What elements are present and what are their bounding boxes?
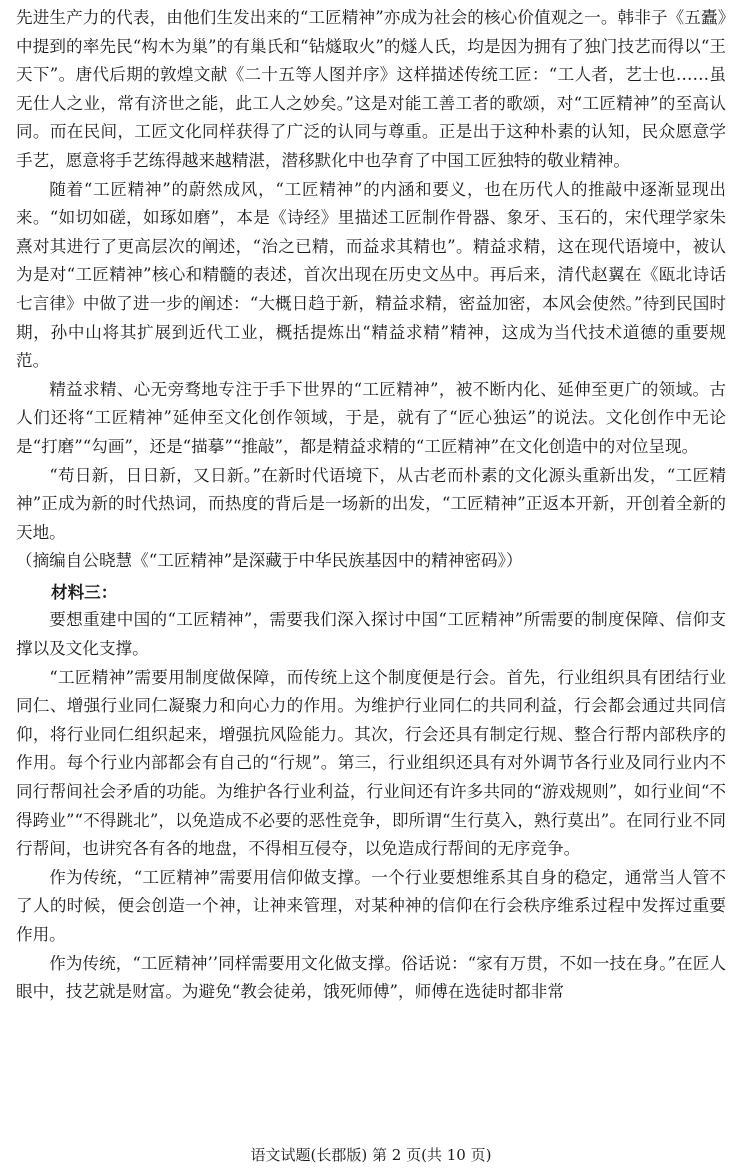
document-page bbox=[0, 4, 742, 1007]
paragraph-6: “工匠精神”需要用制度做保障，而传统上这个制度便是行会。首先，行业组织具有团结行业同仁、增强行业同仁凝聚力和向心力的作用。为维护行业同仁的共同利益，行会都会通过共同信仰，将行业同仁组织起来，增强抗风险能力。其次，行会还具有制定行规、整合行帮内部秩序的作用。每个行业内部都会有自己的“行规”。第三，行业组织还具有对外调节各行业及同行业内不同行帮间社会矛盾的功能。为维护各行业利益，行业间还有许多共同的“游戏规则”，如行业间“不得跨业”“不得跳北”，以免造成不必要的恶性竞争，即所谓“生行莫入，熟行莫出”。在同行业不同行帮间，也讲究各有各的地盘，不得相互侵夺，以免造成行帮间的无序竞争。 bbox=[16, 667, 726, 859]
paragraph-1: 先进生产力的代表，由他们生发出来的“工匠精神”亦成为社会的核心价值观之一。韩非子《五蠹》中提到的率先民“构木为巢”的有巢氏和“钻燧取火”的燧人氏，均是因为拥有了独门技艺而得以“王天下”。唐代后期的敦煌文献《二十五等人图并序》这样描述传统工匠：“工人者，艺士也……虽无仕人之业，常有济世之能，此工人之妙矣。”这是对能工善工者的歌颂，对“工匠精神”的至高认同。而在民间，工匠文化同样获得了广泛的认同与尊重。正是出于这种朴素的认知，民众愿意学手艺，愿意将手艺练得越来越精湛，潜移默化中也孕育了中国工匠独特的敬业精神。 bbox=[16, 8, 726, 170]
paragraph-7: 作为传统，“工匠精神”需要用信仰做支撑。一个行业要想维系其自身的稳定，通常当人管不了人的时候，便会创造一个神，让神来管理，对某种神的信仰在行会秩序维系过程中发挥过重要作用。 bbox=[16, 867, 726, 944]
paragraph-8: 作为传统，“工匠精神’’同样需要用文化做支撑。俗话说：“家有万贯，不如一技在身。”在匠人眼中，技艺就是财富。为避免“教会徒弟，饿死师傅”，师傅在选徒时都非常 bbox=[16, 953, 726, 1002]
paragraph-5: 要想重建中国的“工匠精神”，需要我们深入探讨中国“工匠精神”所需要的制度保障、信仰支撑以及文化支撑。 bbox=[16, 610, 726, 659]
section-heading: 材料三： bbox=[51, 581, 118, 602]
page-footer: 语文试题(长郡版) 第 2 页(共 10 页) bbox=[250, 1146, 492, 1164]
paragraph-2: 随着“工匠精神”的蔚然成风，“工匠精神”的内涵和要义，也在历代人的推敲中逐渐显现出来。“如切如磋，如琢如磨”，本是《诗经》里描述工匠制作骨器、象牙、玉石的，宋代理学家朱熹对其进行了更高层次的阐述，“治之已精，而益求其精也”。精益求精，这在现代语境中，被认为是对“工匠精神”核心和精髓的表述，首次出现在历史文丛中。再后来，清代赵翼在《瓯北诗话七言律》中做了进一步的阐述：“大概日趋于新，精益求精，密益加密，本风会使然。”待到民国时期，孙中山将其扩展到近代工业，概括提炼出“精益求精”精神，这成为当代技术道德的重要规范。 bbox=[16, 179, 726, 371]
paragraph-3: 精益求精、心无旁骛地专注于手下世界的“工匠精神”，被不断内化、延伸至更广的领域。古人们还将“工匠精神”延伸至文化创作领域，于是，就有了“匠心独运”的说法。文化创作中无论是“打磨”“勾画”，还是“描摹”“推敲”，都是精益求精的“工匠精神”在文化创造中的对位呈现。 bbox=[16, 379, 726, 456]
source-citation: （摘编自公晓慧《“工匠精神”是深藏于中华民族基因中的精神密码》） bbox=[16, 551, 523, 571]
paragraph-4: “苟日新，日日新，又日新。”在新时代语境下，从古老而朴素的文化源头重新出发，“工匠精神”正成为新的时代热词，而热度的背后是一场新的出发，“工匠精神”正返本开新，开创着全新的天地。 bbox=[16, 465, 726, 542]
